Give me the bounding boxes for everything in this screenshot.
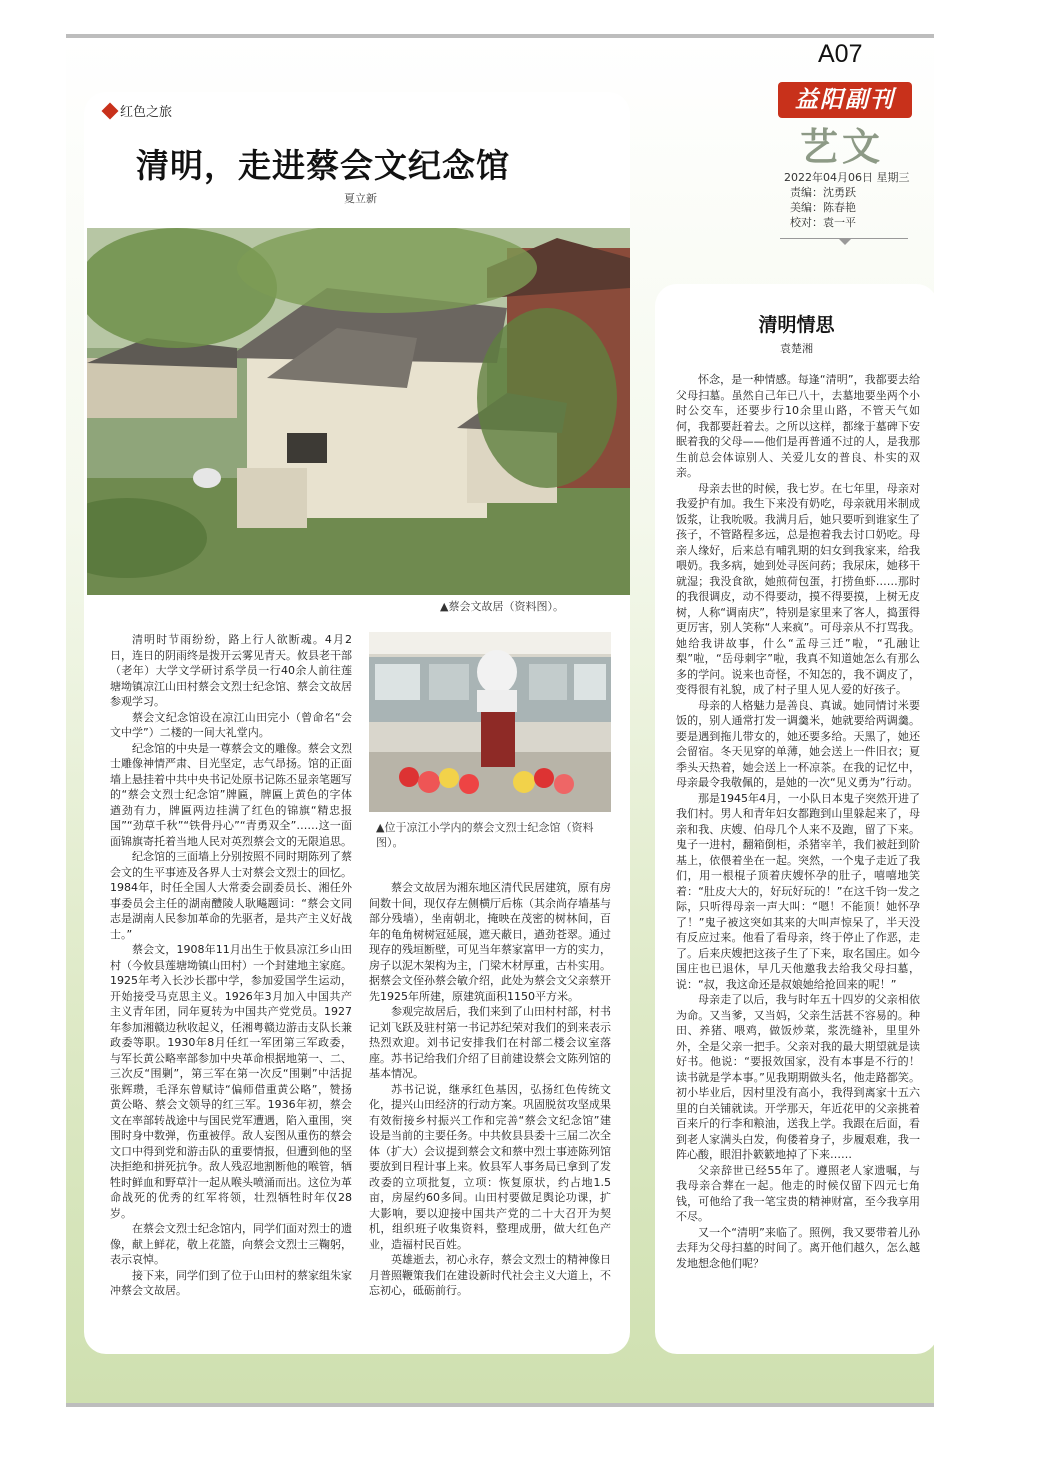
paragraph: 母亲的人格魅力是善良、真诚。她同情讨米要饭的，别人通常打发一调羹米，她就要给两调羹。要是遇到拖儿带女的，她还要多给。天黑了，她还会留宿。冬天见穿的单薄，她会送上一件旧衣；夏季头天热着，她会送上一杯凉茶。在我的记忆中，母亲最令我敬佩的，是她的一次“见义勇为”行动。 (676, 698, 920, 789)
main-byline: 夏立新 (344, 192, 377, 205)
paragraph: 怀念，是一种情感。每逢“清明”，我都要去给父母扫墓。虽然自己年已八十，去墓地要坐两个小时公交车，还要步行10余里山路，不管天气如何，我都要赶着去。之所以这样，都缘于墓碑下安眠着我的父母——他们是再普通不过的人，是我那生前总会体谅别人、关爱儿女的普良、朴实的双亲。 (676, 373, 920, 479)
proofreader: 校对：袁一平 (790, 216, 856, 229)
paragraph: 接下来，同学们到了位于山田村的蔡家组朱家冲蔡会文故居。 (110, 1268, 352, 1297)
paragraph: 父亲辞世已经55年了。遵照老人家遗嘱，与我母亲合葬在一起。他走的时候仅留下四元七角钱，可他给了我一笔宝贵的精神财富，至今我享用不尽。 (676, 1163, 920, 1223)
diamond-icon (102, 102, 119, 119)
paragraph: 蔡会文故居为湘东地区清代民居建筑，原有房间数十间，现仅存左侧横厅后栋（其余尚存墙基与部分残墙），坐南朝北，掩映在茂密的树林间，百年的龟角树树冠延展，遮天蔽日，遒劲苍翠。通过现存的残垣断壁，可见当年蔡家富甲一方的实力，房子以泥木架构为主，门梁木材厚重，古朴实用。据蔡会文侄孙蔡会敏介绍，此处为蔡会文父亲蔡开先1925年所建，原建筑面积1150平方米。 (369, 881, 611, 1003)
paragraph: 清明时节雨纷纷，路上行人欲断魂。4月2日，连日的阴雨终是拨开云雾见青天。攸县老干部（老年）大学文学研讨系学员一行40余人前往莲塘坳镇凉江山田村蔡会文烈士纪念馆、蔡会文故居参观学习。 (110, 633, 352, 708)
paragraph: 母亲去世的时候，我七岁。在七年里，母亲对我爱护有加。我生下来没有奶吃，母亲就用米制成饭浆，让我吮吸。我满月后，她只要听到谁家生了孩子，不管路程多远，总是抱着我去讨口奶吃。母亲人缘好，后来总有哺乳期的妇女到我家来，给我喂奶。我多病，她到处寻医问药；我尿床，她移干就湿；我没食欲，她煎荷包蛋，打捞鱼虾……那时的我很调皮，动不得要动，摸不得要摸，上树无皮树，人称“调南庆”，特别是家里来了客人，捣蛋得更厉害，别人笑称“人来疯”。可母亲从不打骂我。她给我讲故事，什么“孟母三迁”啦，“孔融让梨”啦，“岳母刺字”啦，我真不知道她怎么有那么多的学问。说来也奇怪，不知怎的，我不调皮了，变得很有礼貌，成了村子里人见人爱的好孩子。 (676, 481, 920, 696)
issue-date-line (784, 170, 910, 185)
side-byline: 袁楚湘 (780, 342, 813, 355)
paragraph: 母亲走了以后，我与时年五十四岁的父亲相依为命。又当爹，又当妈，父亲生活甚不容易的。种田、养猪、喂鸡，做饭炒菜，浆洗缝补，里里外外，全是父亲一把手。父亲对我的最大期望就是读好书。他说：“要报效国家，没有本事是不行的！读书就是学本事。”见我期期做头名，他走路都笑。初小毕业后，因村里没有高小，我得到离家十五六里的白关铺就读。开学那天，年近花甲的父亲挑着百来斤的行李和粮油，送我上学。我跟在后面，看到老人家满头白发，佝偻着身子，步履艰难，我一阵心酸，眼泪扑簌簌地掉了下来…… (676, 993, 920, 1161)
paragraph: 在蔡会文烈士纪念馆内，同学们面对烈士的遗像，献上鲜花，敬上花篮，向蔡会文烈士三鞠躬，表示哀悼。 (110, 1222, 352, 1266)
memorial-hall-photo (369, 632, 611, 812)
designer: 美编：陈春艳 (790, 201, 856, 214)
bottom-rule (66, 1403, 934, 1407)
side-article-body (676, 372, 920, 1342)
issue-meta (784, 170, 910, 230)
paragraph: 纪念馆的中央是一尊蔡会文的雕像。蔡会文烈士雕像神情严肃、目光坚定，志气昂扬。馆的正面墙上悬挂着中共中央书记处原书记陈丕显亲笔题写的“蔡会文烈士纪念馆”牌匾，牌匾上黄色的字体遒劲有力，牌匾两边挂满了红色的锦旗“精忠报国”“劲草千秋”“铁骨丹心”“青勇双全”……这一面面锦旗寄托着当地人民对英烈蔡会文的无限追思。 (110, 741, 352, 848)
former-residence-photo (87, 228, 630, 595)
main-headline: 清明，走进蔡会文纪念馆 (136, 146, 510, 185)
page-number: A07 (818, 40, 863, 68)
memorial-photo-caption: ▲位于凉江小学内的蔡会文烈士纪念馆（资料图）。 (376, 821, 594, 849)
issue-weekday: 星期三 (876, 171, 910, 184)
paragraph: 又一个“清明”来临了。照例，我又要带着儿孙去拜为父母扫墓的时间了。离开他们越久，怎么越发地想念他们呢？ (676, 1225, 920, 1270)
former-residence-illustration (87, 228, 630, 595)
editor: 责编：沈勇跃 (790, 186, 856, 199)
paragraph: 苏书记说，继承红色基因，弘扬红色传统文化，提兴山田经济的行动方案。巩固脱贫攻坚成果有效衔接乡村振兴工作和完善“蔡会文纪念馆”建设是当前的主要任务。中共攸县县委十三届二次全体（扩大）会议提到蔡会文和蔡中烈士事迹陈列馆要放到日程计事上来。攸县军人事务局已拿到了发改委的立项批复，立项：恢复原状，约占地1.5亩，房屋约60多间。山田村要做足舆论功课，扩大影响，要以迎接中国共产党的二十大召开为契机，组织班子收集资料，整理成册，做大红色产业，造福村民百姓。 (369, 1082, 611, 1251)
main-article-column-1 (110, 632, 352, 1342)
paragraph: 蔡会文纪念馆设在凉江山田完小（曾命名“会文中学”）二楼的一间大礼堂内。 (110, 710, 352, 739)
main-photo-caption: ▲蔡会文故居（资料图）。 (440, 600, 564, 613)
column-tag-label: 红色之旅 (120, 105, 173, 120)
main-article-column-2 (369, 880, 611, 1342)
section-name: 艺文 (800, 124, 885, 169)
paragraph: 蔡会文，1908年11月出生于攸县凉江乡山田村（今攸县莲塘坳镇山田村）一个封建地主家庭。1925年考入长沙长郡中学，参加爱国学生运动，开始接受马克思主义。1926年3月加入中国共产主义青年团，同年夏转为中国共产党党员。1927年参加湘赣边秋收起义，任湘粤赣边游击支队长兼政委等职。1930年8月任红一军团第三军政委，与军长黄公略率部参加中央革命根据地第一、二、三次反“围剿”，第三军在第一次反“围剿”中活捉张辉瓒，毛泽东曾赋诗“偏师借重黄公略”，赞扬黄公略、蔡会文领导的红三军。1936年初，蔡会文在率部转战途中与国民党军遭遇，陷入重围，突围时身中数弹，伤重被俘。敌人妄图从重伤的蔡会文口中得到党和游击队的重要情报，但遭到他的坚决拒绝和拼死抗争。敌人残忍地割断他的喉管，牺牲时鲜血和野草汁一起从喉头喷涌而出。这位为革命战死的优秀的红军将领，壮烈牺牲时年仅28岁。 (110, 943, 352, 1220)
paragraph: 纪念馆的三面墙上分别按照不同时期陈列了蔡会文的生平事迹及各界人士对蔡会文烈士的回忆。1984年，时任全国人大常委会副委员长、湘任外事委员会主任的湖南醴陵人耿飚题词：“蔡会文同志是湖南人民参加革命的先驱者，是共产主义好战士。” (110, 850, 352, 941)
column-tag (104, 101, 172, 120)
issue-date: 2022年04月06日 (784, 171, 873, 184)
side-headline: 清明情思 (758, 314, 835, 336)
paragraph: 那是1945年4月，一小队日本鬼子突然开进了我们村。男人和青年妇女都跑到山里躲起来了，母亲和我、庆嫂、伯母几个人来不及跑，留了下来。鬼子一进村，翻箱倒柜，杀猪宰羊，我们被赶到阶基上，依偎着坐在一起。突然，一个鬼子走近了我们，用一根棍子顶着庆嫂怀孕的肚子，嘻嘻地笑着：“肚皮大大的，好玩好玩的！”在这千钧一发之际，只听得母亲一声大叫：“嗯！不能顶！她怀孕了！”鬼子被这突如其来的大叫声惊呆了，半天没有反应过来。他看了看母亲，终于停止了作恶，走了。后来庆嫂把这孩子生了下来，取名国庄。如今国庄也已退休，早几天他邀我去给我父母扫墓，说：“叔，我这命还是叔娘她给抢回来的呢！” (676, 791, 920, 991)
paragraph: 参观完故居后，我们来到了山田村村部，村书记刘飞跃及驻村第一书记苏纪荣对我们的到来表示热烈欢迎。刘书记安排我们在村部二楼会议室落座。苏书记给我们介绍了目前建设蔡会文陈列馆的基本情况。 (369, 1005, 611, 1080)
masthead-logo: 益阳副刊 (778, 82, 912, 118)
memorial-hall-illustration (369, 632, 611, 812)
paragraph: 英雄逝去，初心永存，蔡会文烈士的精神像日月普照鞭策我们在建设新时代社会主义大道上，不忘初心，砥砺前行。 (369, 1253, 611, 1297)
meta-divider-arrow (838, 238, 852, 245)
